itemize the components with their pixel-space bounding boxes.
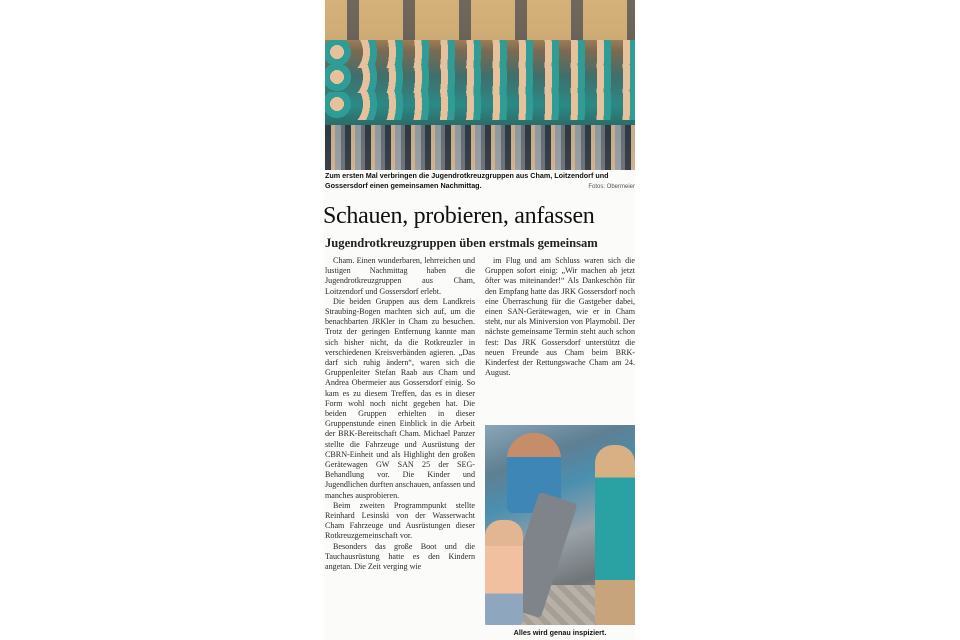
photo-background-building [325,0,635,40]
photo-people-row [325,40,635,68]
article-subheadline: Jugendrotkreuzgruppen üben erstmals gemeinsam [325,236,598,250]
photo-people-row [325,92,635,120]
paragraph: im Flug und am Schluss waren sich die Gruppen sofort einig: „Wir machen ab jetzt öfter was miteinander!“ Als Dankeschön für den Empfang hatte das JRK Gossersdorf noch eine Überraschung für die Gastgeber dabei, einen SAN-Gerätewagen, wie er in Cham steht, nur als Miniversion von Playmobil. Der nächste gemeinsame Termin steht auch schon fest: Das JRK Gossersdorf unterstützt die neuen Freunde aus Cham beim BRK-Kinderfest der Rettungswache Cham am 24. August. [485,256,635,378]
group-photo [325,0,635,170]
photo-credit: Fotos: Obermeier [588,184,635,190]
article-column-2 [485,256,635,378]
inspection-photo [485,425,635,625]
photo2-caption: Alles wird genau inspiziert. [513,628,607,637]
paragraph: Beim zweiten Programmpunkt stellte Reinhard Lesinski von der Wasserwacht Cham Fahrzeuge und Ausrüstungen dieser Rotkreuzgemeinschaft vor. [325,500,475,541]
paragraph: Besonders das große Boot und die Tauchausrüstung hatte es den Kindern angetan. Die Zeit verging wie [325,541,475,572]
article-column-1 [325,256,475,572]
paragraph: Die beiden Gruppen aus dem Landkreis Straubing-Bogen machten sich auf, um die benachbarten JRKler in Cham zu besuchen. Trotz der geringen Entfernung kannte man sich bisher nicht, da die Rotkreuzler in verschiedenen Kreisverbänden agieren. „Das darf sich ruhig ändern“, waren sich die Gruppenleiter Stefan Raab aus Cham und Andrea Obermeier aus Gossersdorf einig. So kam es zu diesem Treffen, das es in dieser Form wohl noch nicht gegeben hat. Die beiden Gruppen erhielten in dieser Gruppenstunde einen Einblick in die Arbeit der BRK-Bereitschaft Cham. Michael Panzer stellte die Fahrzeuge und Ausrüstung der CBRN-Einheit und als Highlight den großen Gerätewagen GW SAN 25 der SEG-Behandlung vor. Die Kinder und Jugendlichen durften anschauen, anfassen und manches ausprobieren. [325,296,475,500]
newspaper-clipping [323,0,635,640]
photo-child [595,445,635,625]
photo-people-legs [325,125,635,170]
photo-child [485,520,523,625]
photo-people-row [325,65,635,93]
article-headline: Schauen, probieren, anfassen [323,203,595,229]
photo1-caption: Zum ersten Mal verbringen die Jugendrotkreuzgruppen aus Cham, Loitzendorf und Gossersdorf einen gemeinsamen Nachmittag. [325,171,609,190]
paragraph: Cham. Einen wunderbaren, lehrreichen und lustigen Nachmittag haben die Jugendrotkreuzgruppen aus Cham, Loitzendorf und Gossersdorf erlebt. [325,256,475,296]
